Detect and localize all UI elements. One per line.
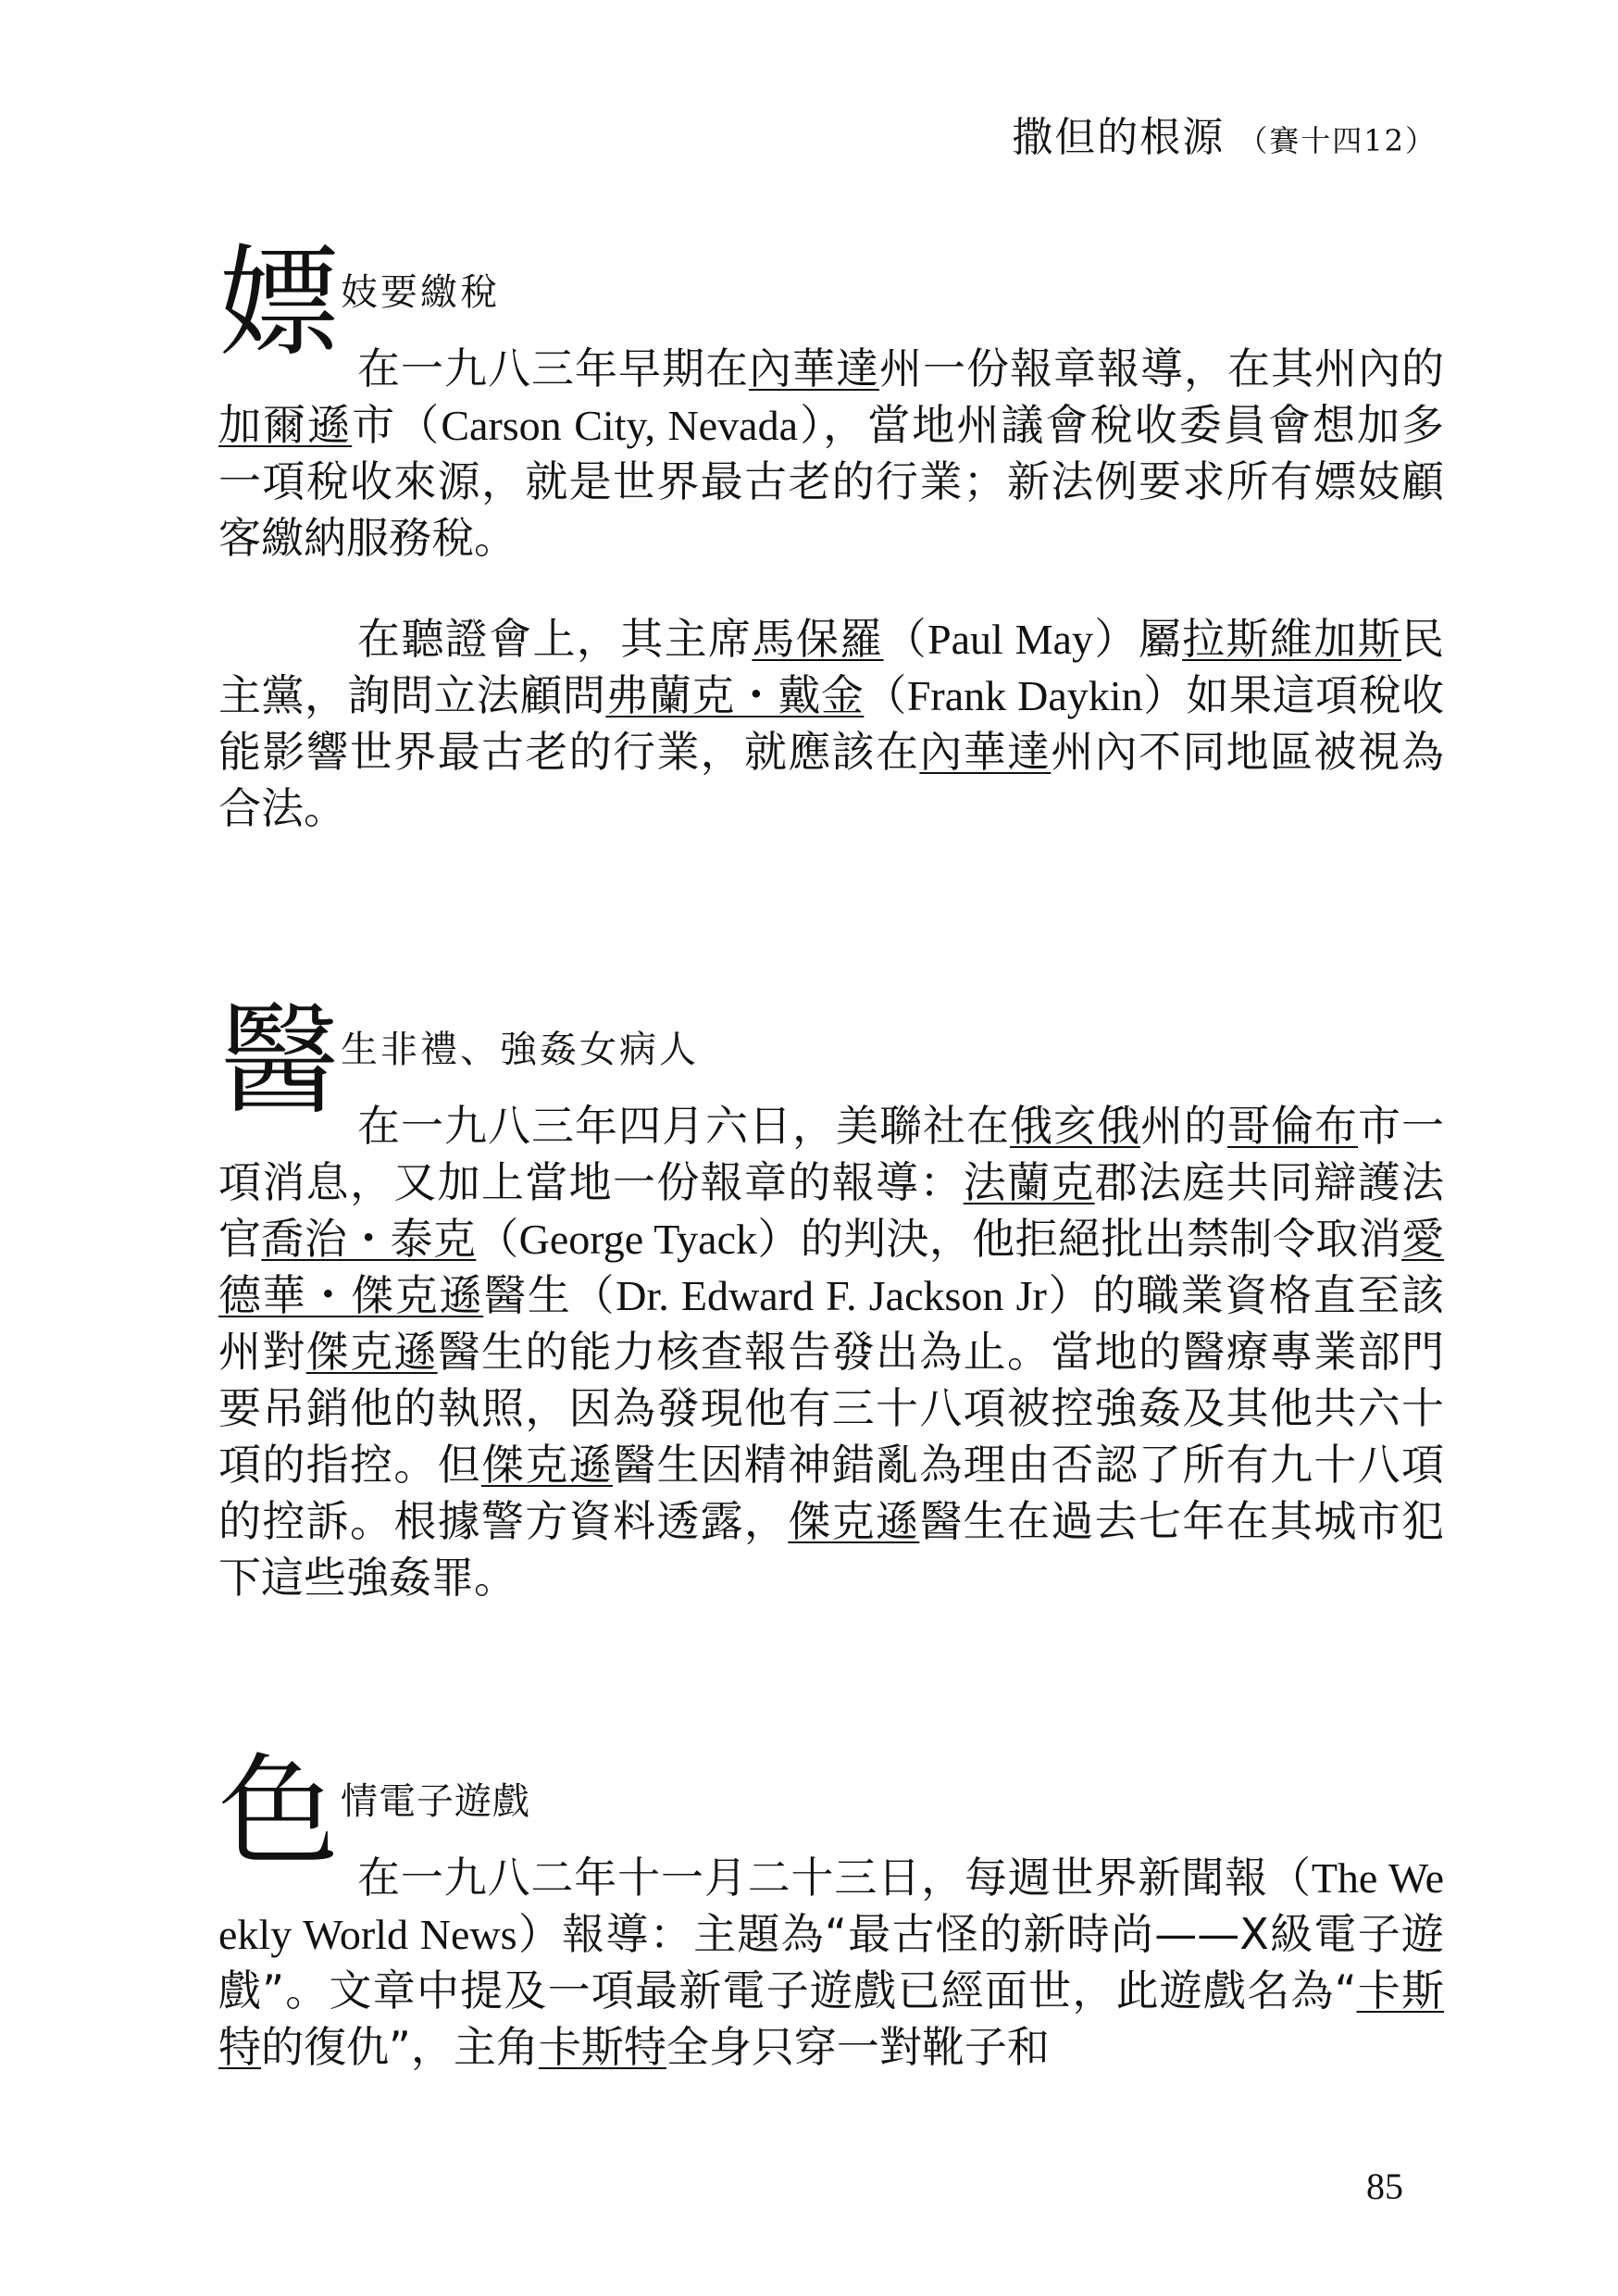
underlined-name: 加爾遜 <box>218 400 353 450</box>
english-text: George Tyack <box>518 1216 757 1263</box>
underlined-name: 弗蘭克・戴金 <box>605 670 865 720</box>
underlined-name: 愛德華・傑克遜 <box>218 1214 1445 1320</box>
drop-cap: 醫 <box>218 990 340 1130</box>
underlined-name: 俄亥俄 <box>1010 1101 1140 1151</box>
text-run: 州一份報章報導，在其州內的 <box>879 343 1444 393</box>
english-text: The Weekly World News <box>218 1854 1445 1958</box>
english-text: Frank Daykin <box>906 672 1143 719</box>
drop-cap: 色 <box>218 1741 340 1882</box>
english-text: Dr. Edward F. Jackson Jr <box>616 1272 1047 1319</box>
paragraph <box>218 341 1444 567</box>
text-run: 州內不同地區被視為合法。 <box>218 727 1445 833</box>
text-run: 的復仇”，主角 <box>261 2022 539 2072</box>
running-header <box>1012 104 1437 163</box>
text-run: 郡法庭共同辯護法官 <box>218 1157 1445 1264</box>
underlined-name: 內華達 <box>749 343 879 393</box>
underlined-name: 傑克遜 <box>788 1496 920 1546</box>
underlined-name: 內華達 <box>919 727 1052 777</box>
paragraph <box>218 1098 1444 1606</box>
paragraph <box>218 1850 1444 2076</box>
text-run: 在一九八三年早期在 <box>357 343 749 393</box>
section-title: 妓要繳稅 <box>341 271 500 314</box>
text-run: 在一九八三年四月六日，美聯社在 <box>357 1101 1010 1151</box>
text-run: 在一九八二年十一月二十三日，每週世界新聞報（ <box>357 1853 1312 1903</box>
text-run: 醫生因精神錯亂為理由否認了所有九十八項的控訴。根據警方資料透露， <box>218 1440 1445 1546</box>
text-run: ）的判決，他拒絕批出禁制令取消 <box>756 1214 1402 1264</box>
text-run: 在聽證會上，其主席 <box>357 614 753 664</box>
underlined-name: 卡斯特 <box>218 1965 1444 2072</box>
underlined-name: 法蘭克 <box>963 1157 1095 1207</box>
section-title: 情電子遊戲 <box>341 1780 530 1823</box>
text-run: 市一項消息，又加上當地一份報章的報導： <box>218 1101 1444 1207</box>
text-run: 醫生的能力核查報告發出為止。當地的醫療專業部門要吊銷他的執照，因為發現他有三十八項被控強姦及其他共六十項的指控。但 <box>218 1327 1445 1490</box>
underlined-name: 馬保羅 <box>752 614 884 664</box>
text-run: （ <box>864 670 907 720</box>
running-header-reference: （賽十四12） <box>1238 123 1437 158</box>
text-run: 全身只穿一對靴子和 <box>666 2022 1050 2072</box>
text-run: ），當地州議會稅收委員會想加多一項稅收來源，就是世界最古老的行業；新法例要求所有嫖妓顧客繳納服務稅。 <box>218 400 1445 563</box>
section-title: 生非禮、強姦女病人 <box>341 1029 699 1071</box>
text-run: 醫生（ <box>483 1270 616 1320</box>
underlined-name: 卡斯特 <box>538 2022 666 2072</box>
text-run: （ <box>883 614 927 664</box>
drop-cap: 嫖 <box>218 232 340 373</box>
underlined-name: 傑克遜 <box>481 1440 613 1490</box>
running-header-title: 撒但的根源 <box>1012 114 1226 161</box>
underlined-name: 喬治・泰克 <box>261 1214 477 1264</box>
english-text: Paul May <box>927 616 1093 663</box>
text-run: 州的 <box>1140 1101 1227 1151</box>
paragraph <box>218 611 1444 837</box>
text-run: 民主黨，詢問立法顧問 <box>218 614 1445 720</box>
text-run: ）的職業資格直至該州對 <box>218 1270 1445 1377</box>
underlined-name: 哥倫布 <box>1227 1101 1358 1151</box>
text-run: ）如果這項稅收能影響世界最古老的行業，就應該在 <box>218 670 1445 777</box>
text-run: 醫生在過去七年在其城市犯下這些強姦罪。 <box>218 1496 1445 1603</box>
text-run: ）報導：主題為“最古怪的新時尚——X級電子遊戲”。文章中提及一項最新電子遊戲已經面世，此遊戲名為“ <box>218 1909 1445 2015</box>
section-video-game <box>218 1741 1445 2076</box>
section-doctor-case <box>218 990 1445 1606</box>
page-number: 85 <box>1366 2165 1403 2207</box>
underlined-name: 傑克遜 <box>305 1327 438 1377</box>
text-run: 市（ <box>352 400 442 450</box>
section-prostitution-tax <box>218 232 1445 837</box>
underlined-name: 拉斯維加斯 <box>1182 614 1402 664</box>
english-text: Carson City, Nevada <box>441 402 799 449</box>
text-run: （ <box>476 1214 519 1264</box>
text-run: ）屬 <box>1092 614 1183 664</box>
